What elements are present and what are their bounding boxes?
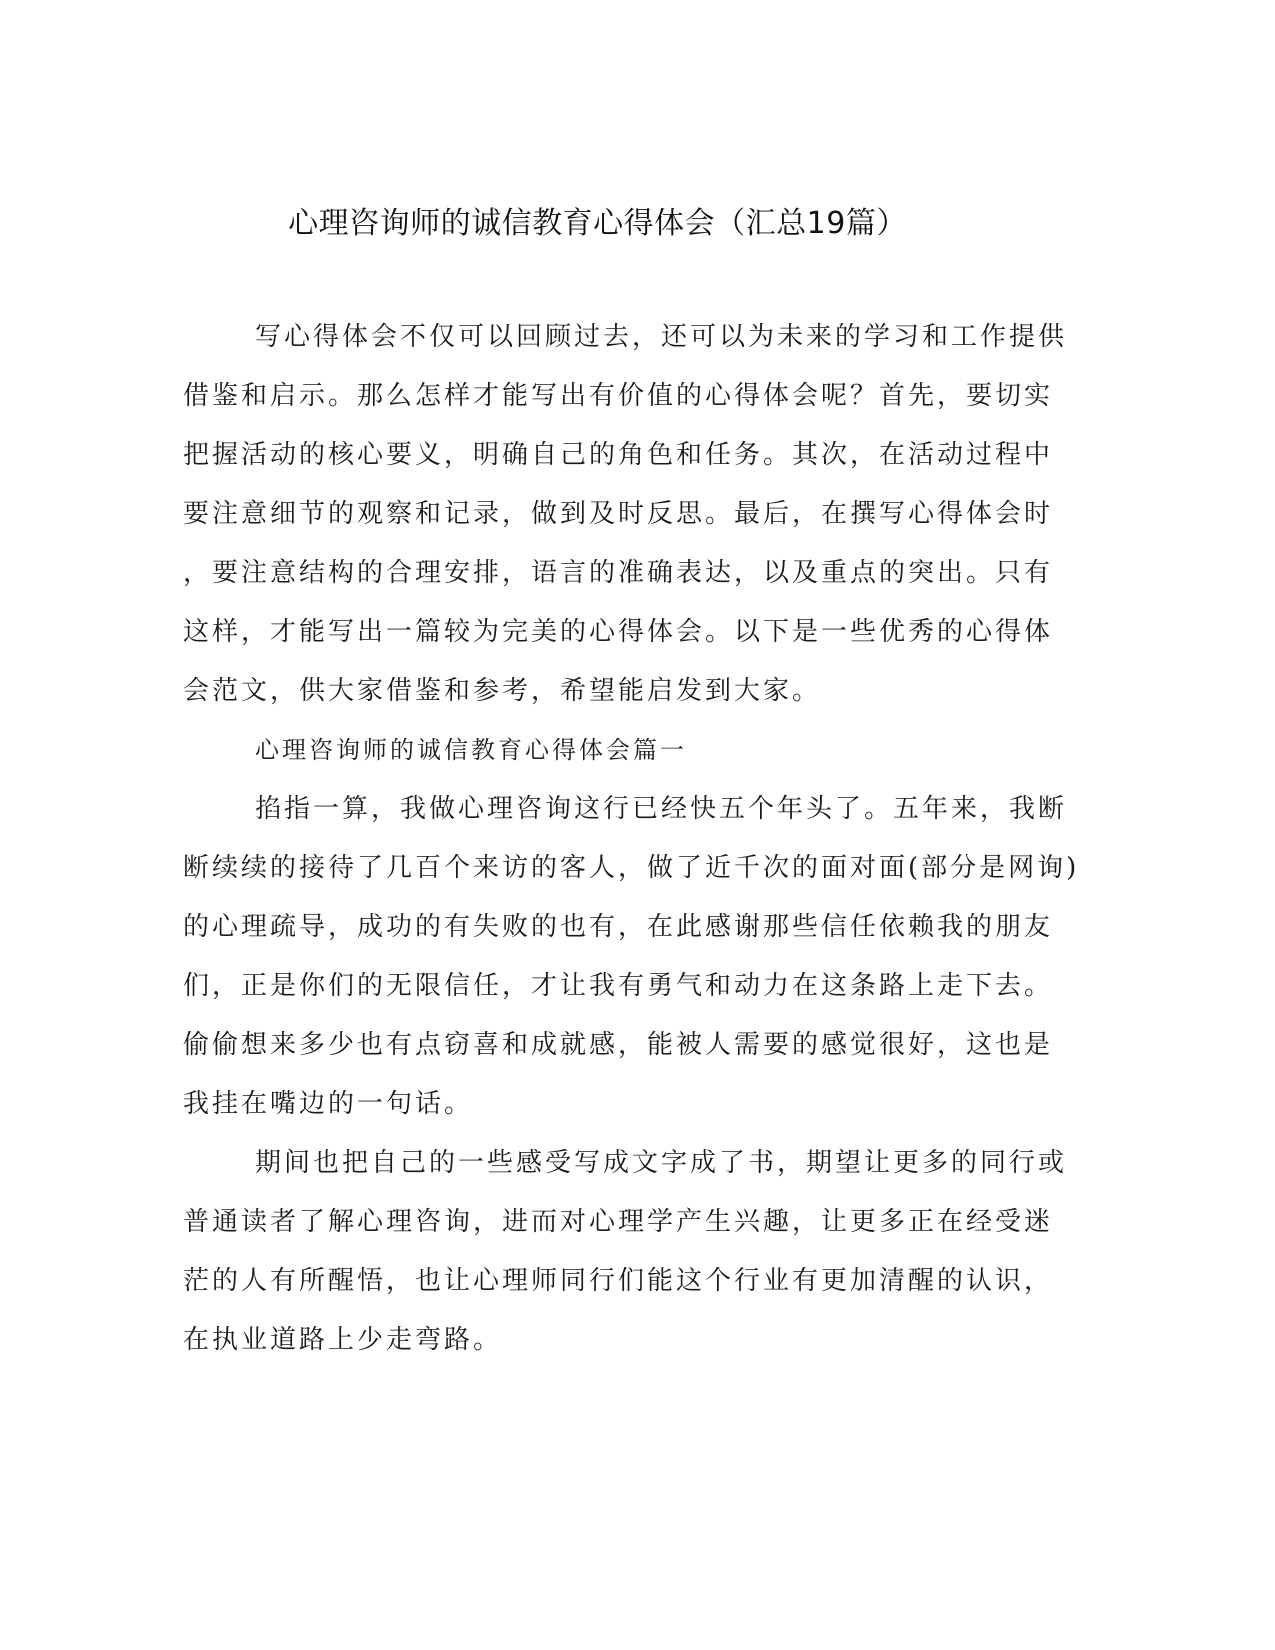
paragraph-line: 茫的人有所醒悟，也让心理师同行们能这个行业有更加清醒的认识， <box>183 1266 1054 1296</box>
paragraph-line: 写心得体会不仅可以回顾过去，还可以为未来的学习和工作提供 <box>255 322 1068 352</box>
paragraph-line: 会范文，供大家借鉴和参考，希望能启发到大家。 <box>183 676 822 706</box>
paragraph-line: 掐指一算，我做心理咨询这行已经快五个年头了。五年来，我断 <box>255 794 1068 824</box>
paragraph-line: ，要注意结构的合理安排，语言的准确表达，以及重点的突出。只有 <box>183 558 1054 588</box>
paragraph-line: 我挂在嘴边的一句话。 <box>183 1089 474 1119</box>
paragraph-line: 期间也把自己的一些感受写成文字成了书，期望让更多的同行或 <box>255 1148 1068 1178</box>
paragraph-line: 要注意细节的观察和记录，做到及时反思。最后，在撰写心得体会时 <box>183 499 1054 529</box>
paragraph-line: 们，正是你们的无限信任，才让我有勇气和动力在这条路上走下去。 <box>183 971 1054 1001</box>
paragraph-line: 偷偷想来多少也有点窃喜和成就感，能被人需要的感觉很好，这也是 <box>183 1030 1054 1060</box>
document-body <box>183 308 1080 1370</box>
paragraph-line: 在执业道路上少走弯路。 <box>183 1325 503 1355</box>
paragraph-line: 的心理疏导，成功的有失败的也有，在此感谢那些信任依赖我的朋友 <box>183 912 1054 942</box>
paragraph-line: 断续续的接待了几百个来访的客人，做了近千次的面对面(部分是网询) <box>183 853 1080 883</box>
paragraph-line: 借鉴和启示。那么怎样才能写出有价值的心得体会呢？首先，要切实 <box>183 381 1054 411</box>
paragraph-line: 这样，才能写出一篇较为完美的心得体会。以下是一些优秀的心得体 <box>183 617 1054 647</box>
document-title: 心理咨询师的诚信教育心得体会（汇总19篇） <box>288 206 907 241</box>
paragraph-line: 把握活动的核心要义，明确自己的角色和任务。其次，在活动过程中 <box>183 440 1054 470</box>
section-heading: 心理咨询师的诚信教育心得体会篇一 <box>255 736 687 764</box>
paragraph-line: 普通读者了解心理咨询，进而对心理学产生兴趣，让更多正在经受迷 <box>183 1207 1054 1237</box>
